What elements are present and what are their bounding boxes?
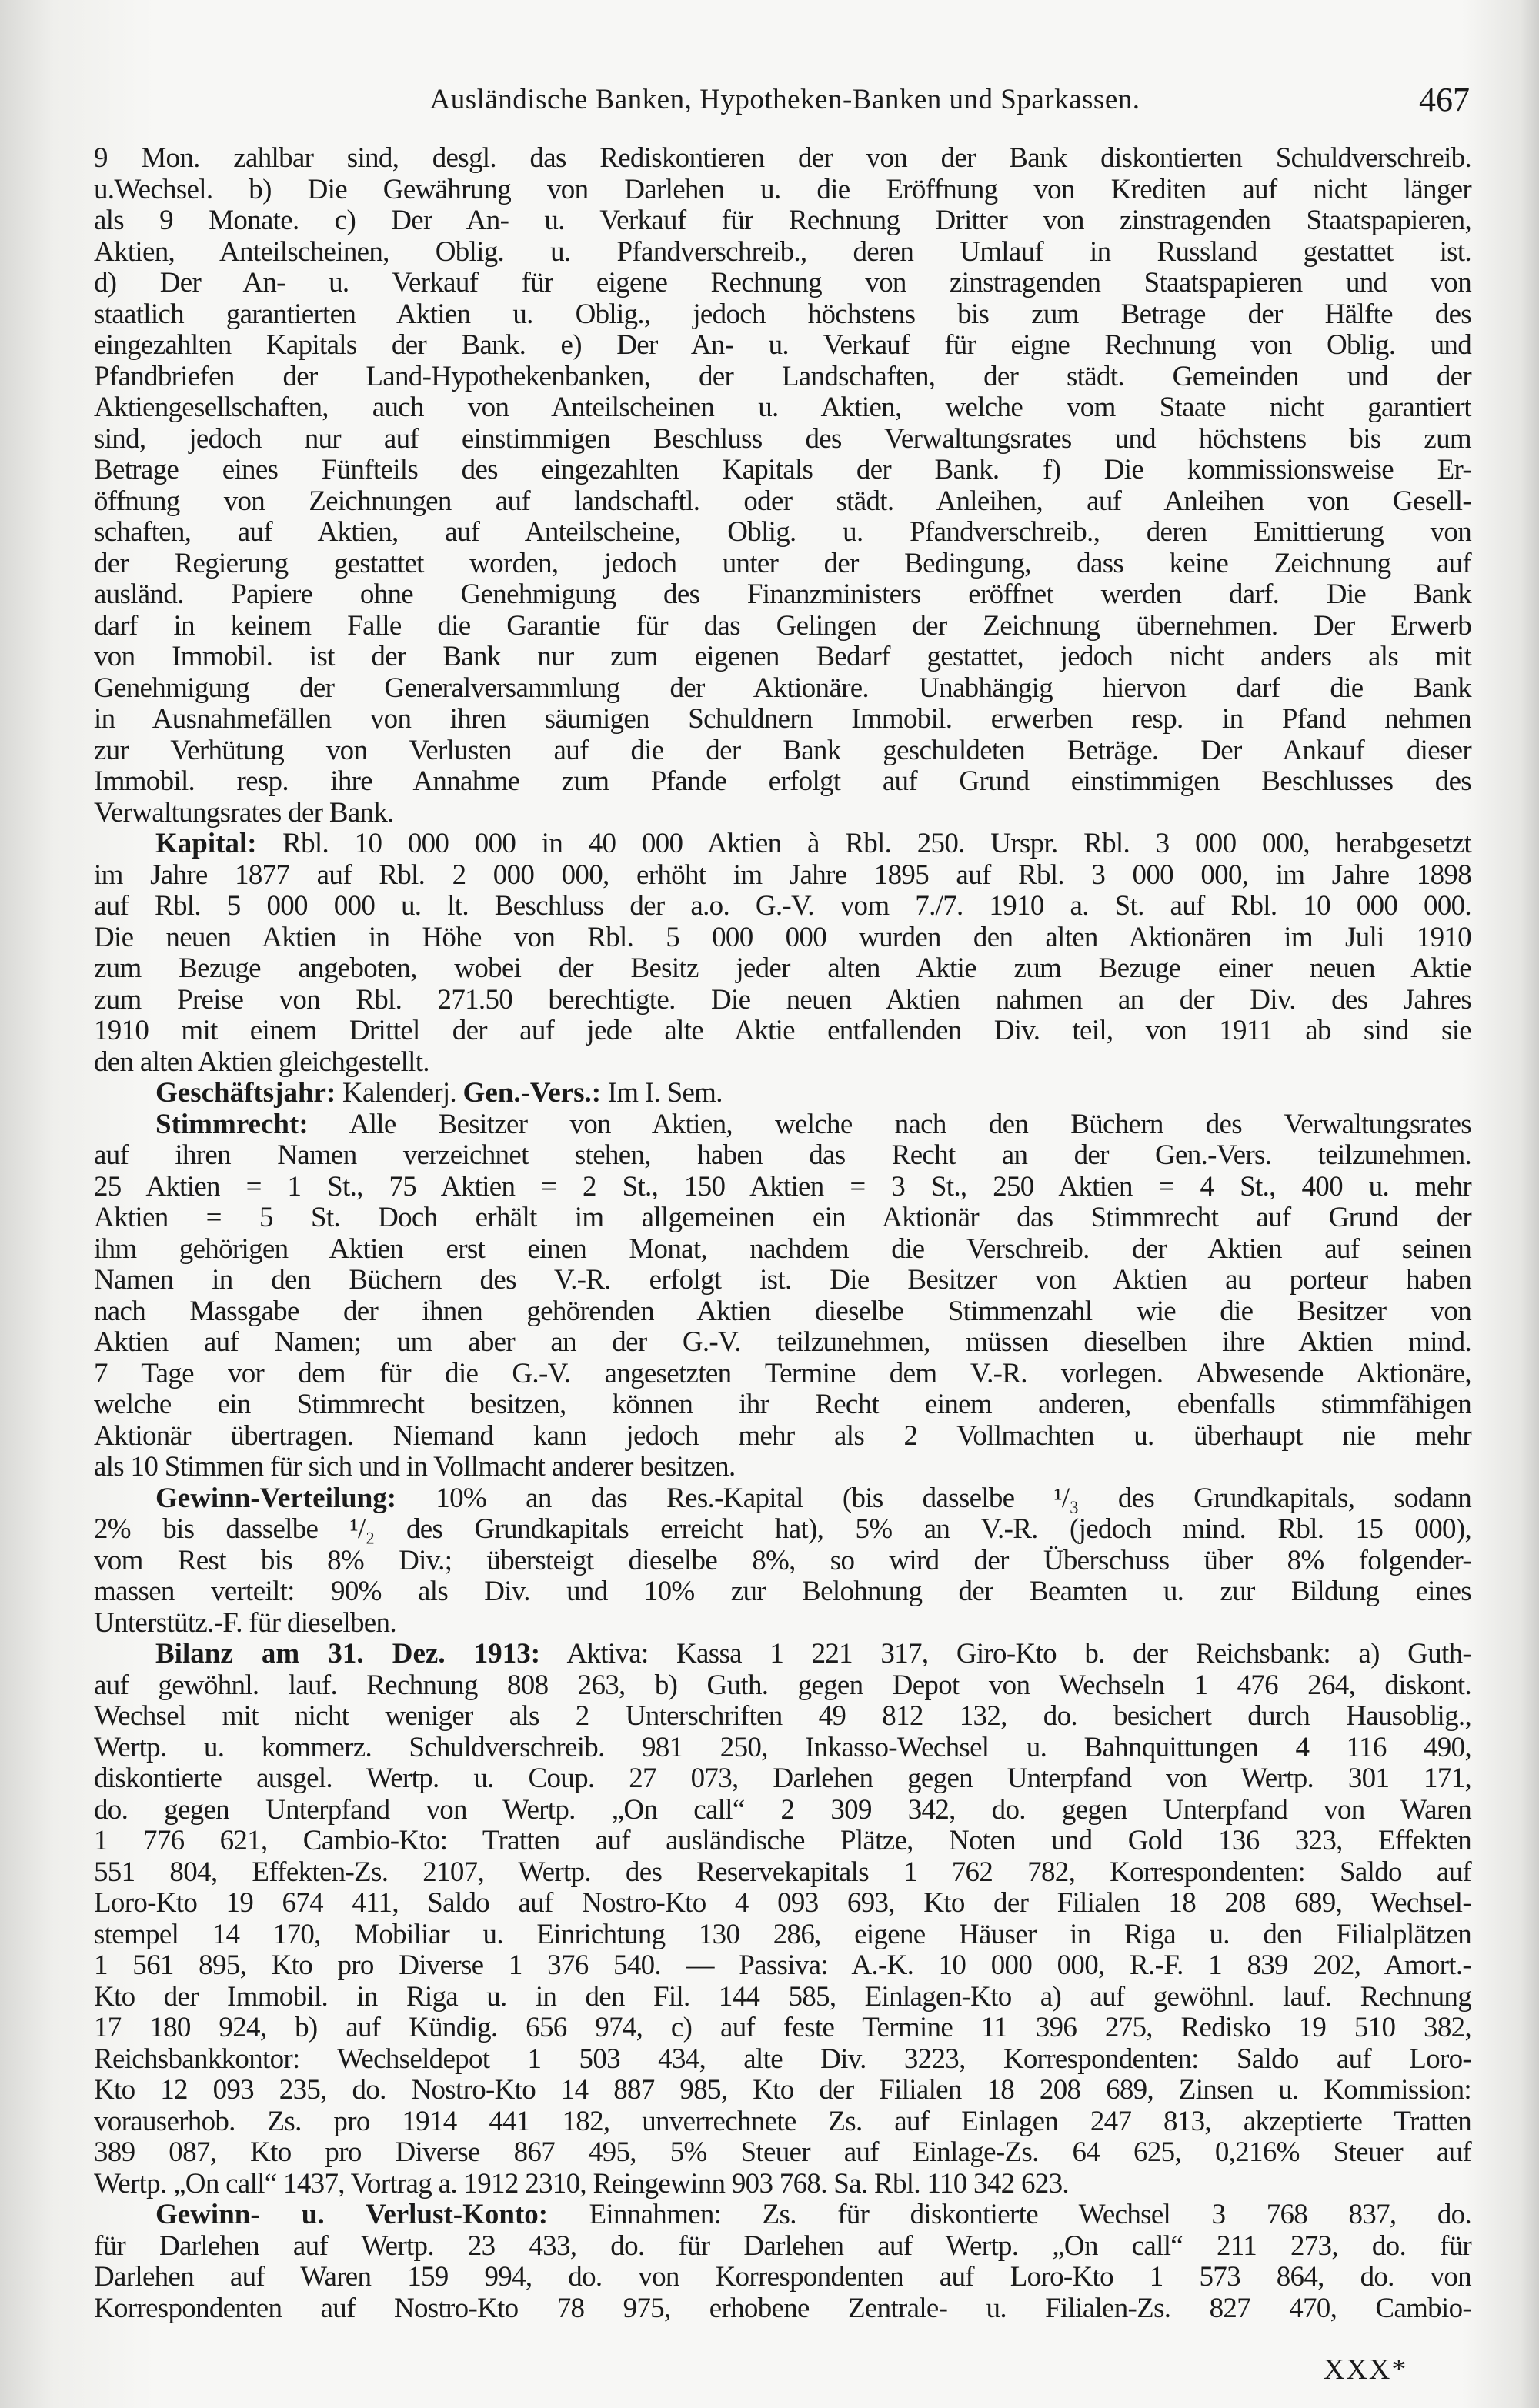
text-line (94, 1701, 1471, 1733)
line-text: Aktien = 5 St. Doch erhält im allgemeinen ein Aktionär das Stimmrecht auf Grund der (94, 1202, 1471, 1233)
line-text: Wechsel mit nicht weniger als 2 Unterschriften 49 812 132, do. besichert durch Hausoblig., (94, 1700, 1471, 1732)
text-line (94, 2262, 1471, 2293)
line-text: welche ein Stimmrecht besitzen, können ihr Recht einem anderen, ebenfalls stimmfähigen (94, 1389, 1471, 1420)
text-line (94, 735, 1471, 767)
text-line (94, 143, 1471, 175)
line-text: Im I. Sem. (607, 1077, 723, 1109)
text-line (94, 1733, 1471, 1764)
text-line (94, 798, 1471, 829)
text-line (94, 1234, 1471, 1266)
text-line (94, 922, 1471, 954)
line-text: Genehmigung der Generalversammlung der Aktionäre. Unabhängig hiervon darf die Bank (94, 672, 1471, 704)
text-line (94, 2137, 1471, 2169)
text-line (94, 1359, 1471, 1390)
text-line (94, 362, 1471, 393)
paragraph (94, 1639, 1471, 2200)
line-text: Betrage eines Fünfteils des eingezahlten Kapitals der Bank. f) Die kommissionsweise Er- (94, 454, 1471, 485)
text-line (94, 205, 1471, 237)
paragraph (94, 829, 1471, 1078)
line-text: für Darlehen auf Wertp. 23 433, do. für Darlehen auf Wertp. „On call“ 211 273, do. für (94, 2230, 1471, 2262)
text-line (94, 1327, 1471, 1359)
line-text: Aktiengesellschaften, auch von Anteilscheinen u. Aktien, welche vom Staate nicht garantiert (94, 392, 1471, 423)
text-line (94, 1202, 1471, 1234)
text-line (94, 1826, 1471, 1857)
line-text: u.Wechsel. b) Die Gewährung von Darlehen u. die Eröffnung von Krediten auf nicht länger (94, 173, 1471, 205)
text-line (94, 673, 1471, 705)
line-text: eingezahlten Kapitals der Bank. e) Der An- u. Verkauf für eigne Rechnung von Oblig. und (94, 329, 1471, 361)
line-text: diskontierte ausgel. Wertp. u. Coup. 27 073, Darlehen gegen Unterpfand von Wertp. 301 171, (94, 1763, 1471, 1794)
line-text: do. gegen Unterpfand von Wertp. „On call“ 2 309 342, do. gegen Unterpfand von Waren (94, 1793, 1471, 1826)
line-text: Aktien auf Namen; um aber an der G.-V. teilzunehmen, müssen dieselben ihre Aktien mind. (94, 1326, 1471, 1358)
section-label: Geschäftsjahr: (155, 1077, 336, 1109)
section-label: Gen.-Vers.: (462, 1077, 602, 1109)
text-line (94, 299, 1471, 331)
line-text: Pfandbriefen der Land-Hypothekenbanken, der Landschaften, der städt. Gemeinden und der (94, 360, 1471, 392)
text-line (94, 1296, 1471, 1328)
line-text: Aktiva: Kassa 1 221 317, Giro-Kto b. der Reichsbank: a) Guth- (566, 1638, 1471, 1669)
text-line (94, 1172, 1471, 1203)
line-text: Die neuen Aktien in Höhe von Rbl. 5 000 000 wurden den alten Aktionären im Juli 1910 (94, 921, 1471, 953)
page-header (92, 83, 1477, 129)
line-text: ihm gehörigen Aktien erst einen Monat, nachdem die Verschreib. der Aktien auf seinen (94, 1232, 1471, 1265)
line-text: zum Bezuge angeboten, wobei der Besitz jeder alten Aktie zum Bezuge einer neuen Aktie (94, 952, 1471, 984)
text-line (94, 237, 1471, 268)
line-text: 389 087, Kto pro Diverse 867 495, 5% Steuer auf Einlage-Zs. 64 625, 0,216% Steuer auf (94, 2136, 1471, 2168)
line-text: Namen in den Büchern des V.-R. erfolgt ist. Die Besitzer von Aktien au porteur haben (94, 1264, 1471, 1296)
text-line (94, 1857, 1471, 1889)
paragraph (94, 143, 1471, 829)
section-label: Gewinn- u. Verlust-Konto: (155, 2199, 549, 2230)
text-line (94, 1452, 1471, 1483)
line-text: Kto der Immobil. in Riga u. in den Fil. 144 585, Einlagen-Kto a) auf gewöhnl. lauf. Rechnung (94, 1980, 1471, 2013)
text-line (94, 2200, 1471, 2231)
line-text: Aktionär übertragen. Niemand kann jedoch mehr als 2 Vollmachten u. überhaupt nie mehr (94, 1419, 1471, 1452)
line-text: 7 Tage vor dem für die G.-V. angesetzten Termine dem V.-R. vorlegen. Abwesende Aktionäre, (94, 1357, 1471, 1389)
line-text: auf Rbl. 5 000 000 u. lt. Beschluss der a.o. G.-V. vom 7./7. 1910 a. St. auf Rbl. 10 000 000. (94, 890, 1471, 922)
paragraph (94, 2200, 1471, 2324)
text-line (94, 175, 1471, 206)
text-line (94, 1795, 1471, 1826)
text-line (94, 766, 1471, 798)
line-text: staatlich garantierten Aktien u. Oblig., jedoch höchstens bis zum Betrage der Hälfte des (94, 298, 1471, 330)
line-text: d) Der An- u. Verkauf für eigene Rechnung von zinstragenden Staatspapieren und von (94, 267, 1471, 298)
text-line (94, 1950, 1471, 1982)
text-line (94, 1389, 1471, 1421)
text-line (94, 860, 1471, 892)
line-text: öffnung von Zeichnungen auf landschaftl. oder städt. Anleihen, auf Anleihen von Gesell- (94, 485, 1471, 517)
text-line (94, 1670, 1471, 1702)
text-line (94, 549, 1471, 580)
text-line (94, 2044, 1471, 2076)
paragraph (94, 1483, 1471, 1639)
text-line (94, 2169, 1471, 2200)
text-line (94, 1919, 1471, 1951)
line-text: als 9 Monate. c) Der An- u. Verkauf für Rechnung Dritter von zinstragenden Staatspapieren, (94, 205, 1471, 236)
text-line (94, 1514, 1471, 1546)
line-text: Reichsbankkontor: Wechseldepot 1 503 434, alte Div. 3223, Korrespondenten: Saldo auf Loro- (94, 2043, 1471, 2075)
text-line (94, 1016, 1471, 1047)
text-line (94, 1639, 1471, 1670)
paragraph (94, 1078, 1471, 1109)
text-line (94, 517, 1471, 549)
text-line (94, 424, 1471, 455)
line-text: Loro-Kto 19 674 411, Saldo auf Nostro-Kto 4 093 693, Kto der Filialen 18 208 689, Wechsel- (94, 1887, 1471, 1919)
paragraph (94, 1109, 1471, 1483)
document-body (94, 143, 1471, 2324)
line-text: 1 776 621, Cambio-Kto: Tratten auf ausländische Plätze, Noten und Gold 136 323, Effekten (94, 1825, 1471, 1856)
line-text: 9 Mon. zahlbar sind, desgl. das Rediskontieren der von der Bank diskontierten Schuldverschreib. (94, 142, 1471, 174)
text-line (94, 1078, 1471, 1109)
line-text: Wertp. u. kommerz. Schuldverschreib. 981 250, Inkasso-Wechsel u. Bahnquittungen 4 116 490, (94, 1731, 1471, 1763)
line-text: 10% an das Res.-Kapital (bis dasselbe ¹/₃ des Grundkapitals, sodann (436, 1482, 1471, 1514)
text-line (94, 268, 1471, 299)
text-line (94, 1047, 1471, 1079)
line-text: im Jahre 1877 auf Rbl. 2 000 000, erhöht im Jahre 1895 auf Rbl. 3 000 000, im Jahre 1898 (94, 859, 1471, 891)
text-line (94, 1109, 1471, 1141)
signature-mark: XXX* (1324, 2353, 1408, 2386)
text-line (94, 642, 1471, 673)
text-line (94, 2293, 1471, 2325)
line-text: ausländ. Papiere ohne Genehmigung des Finanzministers eröffnet werden darf. Die Bank (94, 579, 1471, 610)
section-label: Stimmrecht: (155, 1108, 309, 1140)
section-label: Gewinn-Verteilung: (155, 1482, 397, 1514)
line-text: Immobil. resp. ihre Annahme zum Pfande erfolgt auf Grund einstimmigen Beschlusses des (94, 765, 1471, 797)
text-line (94, 1608, 1471, 1639)
text-line (94, 704, 1471, 735)
line-text: schaften, auf Aktien, auf Anteilscheine, Oblig. u. Pfandverschreib., deren Emittierung von (94, 516, 1471, 548)
text-line (94, 1265, 1471, 1296)
page-number: 467 (1419, 81, 1470, 118)
line-text: Kalenderj. (342, 1077, 456, 1109)
line-text: als 10 Stimmen für sich und in Vollmacht anderer besitzen. (94, 1451, 736, 1482)
text-line (94, 891, 1471, 922)
line-text: zum Preise von Rbl. 271.50 berechtigte. Die neuen Aktien nahmen an der Div. des Jahres (94, 983, 1471, 1016)
line-text: auf gewöhnl. lauf. Rechnung 808 263, b) Guth. gegen Depot von Wechseln 1 476 264, diskont. (94, 1669, 1471, 1701)
section-label: Bilanz am 31. Dez. 1913: (155, 1638, 541, 1669)
section-label: Kapital: (155, 828, 257, 859)
line-text: 25 Aktien = 1 St., 75 Aktien = 2 St., 150 Aktien = 3 St., 250 Aktien = 4 St., 400 u. mehr (94, 1170, 1471, 1202)
text-line (94, 579, 1471, 611)
text-line (94, 2013, 1471, 2044)
line-text: in Ausnahmefällen von ihren säumigen Schuldnern Immobil. erwerben resp. in Pfand nehmen (94, 703, 1471, 735)
text-line (94, 1576, 1471, 1608)
line-text: Korrespondenten auf Nostro-Kto 78 975, erhobene Zentrale- u. Filialen-Zs. 827 470, Cambio- (94, 2292, 1471, 2324)
text-line (94, 2106, 1471, 2138)
line-text: massen verteilt: 90% als Div. und 10% zur Belohnung der Beamten u. zur Bildung eines (94, 1576, 1471, 1607)
line-text: Kto 12 093 235, do. Nostro-Kto 14 887 985, Kto der Filialen 18 208 689, Zinsen u. Kommission: (94, 2074, 1471, 2106)
text-line (94, 1888, 1471, 1919)
text-line (94, 985, 1471, 1016)
line-text: 1 561 895, Kto pro Diverse 1 376 540. — Passiva: A.-K. 10 000 000, R.-F. 1 839 202, Amort.- (94, 1949, 1471, 1981)
text-line (94, 1763, 1471, 1795)
text-line (94, 953, 1471, 985)
text-line (94, 455, 1471, 486)
line-text: 17 180 924, b) auf Kündig. 656 974, c) auf feste Termine 11 396 275, Redisko 19 510 382, (94, 2012, 1471, 2043)
line-text: Aktien, Anteilscheinen, Oblig. u. Pfandverschreib., deren Umlauf in Russland gestattet ist. (94, 235, 1471, 268)
line-text: den alten Aktien gleichgestellt. (94, 1046, 429, 1078)
line-text: von Immobil. ist der Bank nur zum eigenen Bedarf gestattet, jedoch nicht anders als mit (94, 641, 1471, 672)
running-title: Ausländische Banken, Hypotheken-Banken und Sparkassen. (429, 84, 1140, 115)
line-text: 2% bis dasselbe ¹/₂ des Grundkapitals erreicht hat), 5% an V.-R. (jedoch mind. Rbl. 15 000), (94, 1513, 1471, 1545)
text-line (94, 2075, 1471, 2106)
text-line (94, 330, 1471, 362)
line-text: sind, jedoch nur auf einstimmigen Beschluss des Verwaltungsrates und höchstens bis zum (94, 422, 1471, 455)
line-text: 551 804, Effekten-Zs. 2107, Wertp. des Reservekapitals 1 762 782, Korrespondenten: Saldo auf (94, 1856, 1471, 1888)
line-text: stempel 14 170, Mobiliar u. Einrichtung 130 286, eigene Häuser in Riga u. den Filialplätzen (94, 1918, 1471, 1950)
line-text: auf ihren Namen verzeichnet stehen, haben das Recht an der Gen.-Vers. teilzunehmen. (94, 1139, 1471, 1171)
line-text: vom Rest bis 8% Div.; übersteigt dieselbe 8%, so wird der Überschuss über 8% folgender- (94, 1544, 1471, 1576)
text-line (94, 1140, 1471, 1172)
line-text: Verwaltungsrates der Bank. (94, 796, 394, 829)
line-text: der Regierung gestattet worden, jedoch unter der Bedingung, dass keine Zeichnung auf (94, 547, 1471, 579)
line-text: Wertp. „On call“ 1437, Vortrag a. 1912 2310, Reingewinn 903 768. Sa. Rbl. 110 342 623. (94, 2167, 1069, 2200)
line-text: vorauserhob. Zs. pro 1914 441 182, unverrechnete Zs. auf Einlagen 247 813, akzeptierte Tratten (94, 2105, 1471, 2137)
line-text: Einnahmen: Zs. für diskontierte Wechsel 3 768 837, do. (589, 2199, 1471, 2230)
text-line (94, 2231, 1471, 2263)
text-line (94, 1982, 1471, 2013)
text-line (94, 1421, 1471, 1452)
text-line (94, 392, 1471, 424)
text-line (94, 1546, 1471, 1577)
text-line (94, 1483, 1471, 1515)
line-text: 1910 mit einem Drittel der auf jede alte Aktie entfallenden Div. teil, von 1911 ab sind sie (94, 1015, 1471, 1046)
line-text: nach Massgabe der ihnen gehörenden Aktien dieselbe Stimmenzahl wie die Besitzer von (94, 1295, 1471, 1327)
text-line (94, 611, 1471, 642)
line-text: zur Verhütung von Verlusten auf die der Bank geschuldeten Beträge. Der Ankauf dieser (94, 734, 1471, 766)
line-text: Alle Besitzer von Aktien, welche nach den Büchern des Verwaltungsrates (349, 1108, 1471, 1140)
line-text: Unterstütz.-F. für dieselben. (94, 1606, 396, 1639)
text-line (94, 829, 1471, 860)
line-text: Rbl. 10 000 000 in 40 000 Aktien à Rbl. 250. Urspr. Rbl. 3 000 000, herabgesetzt (282, 828, 1471, 859)
line-text: darf in keinem Falle die Garantie für das Gelingen der Zeichnung übernehmen. Der Erwerb (94, 609, 1471, 642)
line-text: Darlehen auf Waren 159 994, do. von Korrespondenten auf Loro-Kto 1 573 864, do. von (94, 2261, 1471, 2293)
text-line (94, 486, 1471, 518)
